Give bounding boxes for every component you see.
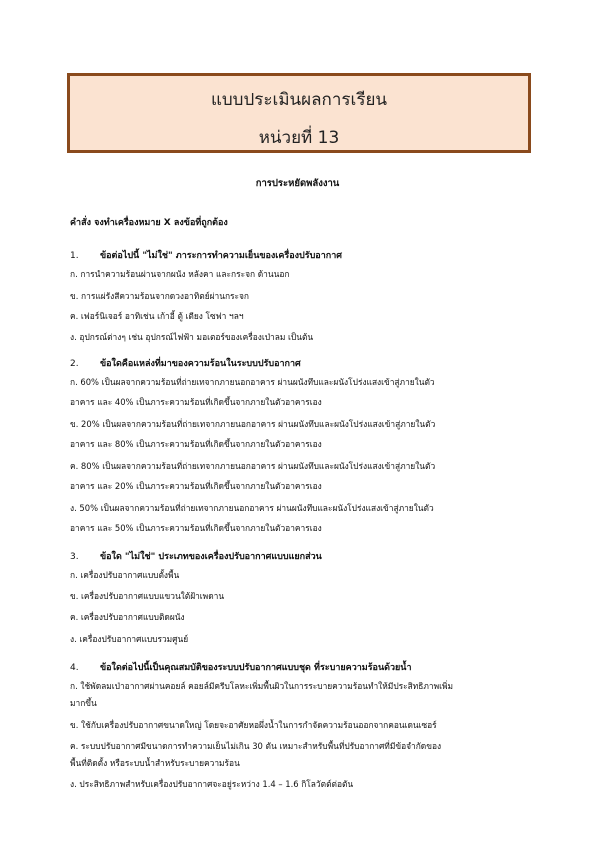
option-line[interactable]: ค. เฟอร์นิเจอร์ อาทิเช่น เก้าอี้ ตู้ เตียง โซฟา ฯลฯ bbox=[70, 311, 244, 321]
option-line[interactable]: ข. การแผ่รังสีความร้อนจากดวงอาทิตย์ผ่านกระจก bbox=[70, 291, 249, 301]
option-line-continuation: อาคาร และ 20% เป็นภาระความร้อนที่เกิดขึ้นจากภายในตัวอาคารเอง bbox=[70, 481, 322, 491]
question-1 bbox=[70, 248, 342, 262]
instruction-text: คำสั่ง จงทำเครื่องหมาย X ลงข้อที่ถูกต้อง bbox=[70, 218, 228, 228]
option-line[interactable]: ค. 80% เป็นผลจากความร้อนที่ถ่ายเทจากภายนอกอาคาร ผ่านผนังทึบและผนังโปร่งแสงเข้าสู่ภายในตัว bbox=[70, 461, 436, 471]
option-line-continuation: อาคาร และ 40% เป็นภาระความร้อนที่เกิดขึ้นจากภายในตัวอาคารเอง bbox=[70, 397, 322, 407]
option-line[interactable]: ง. อุปกรณ์ต่างๆ เช่น อุปกรณ์ไฟฟ้า มอเตอร์ของเครื่องเป่าลม เป็นต้น bbox=[70, 332, 314, 342]
question-number: 3. bbox=[70, 552, 79, 562]
option-line[interactable]: ก. เครื่องปรับอากาศแบบตั้งพื้น bbox=[70, 570, 180, 580]
title-box bbox=[67, 73, 531, 153]
option-line[interactable]: ง. เครื่องปรับอากาศแบบรวมศูนย์ bbox=[70, 634, 189, 644]
question-number: 4. bbox=[70, 663, 79, 673]
question-text: ข้อใด "ไม่ใช่" ประเภทของเครื่องปรับอากาศแบบแยกส่วน bbox=[100, 552, 322, 562]
question-number: 2. bbox=[70, 359, 79, 369]
option-line-continuation: พื้นที่ติดตั้ง หรือระบบน้ำสำหรับระบายความร้อน bbox=[70, 758, 240, 768]
question-text: ข้อใดต่อไปนี้เป็นคุณสมบัติของระบบปรับอากาศแบบชุด ที่ระบายความร้อนด้วยน้ำ bbox=[100, 663, 412, 673]
option-line[interactable]: ข. ใช้กับเครื่องปรับอากาศขนาดใหญ่ โดยจะอาศัยหอผึ่งน้ำในการกำจัดความร้อนออกจากคอนเดนเซอร์ bbox=[70, 720, 437, 730]
question-4 bbox=[70, 660, 412, 674]
page-title: แบบประเมินผลการเรียน bbox=[210, 90, 388, 110]
option-line[interactable]: ค. เครื่องปรับอากาศแบบติดผนัง bbox=[70, 612, 185, 622]
option-line[interactable]: ค. ระบบปรับอากาศมีขนาดการทำความเย็นไม่เกิน 30 ตัน เหมาะสำหรับพื้นที่ปรับอากาศที่มีข้อจำกัดของ bbox=[70, 741, 442, 751]
question-number: 1. bbox=[70, 251, 79, 261]
option-line-continuation: อาคาร และ 80% เป็นภาระความร้อนที่เกิดขึ้นจากภายในตัวอาคารเอง bbox=[70, 439, 322, 449]
question-text: ข้อใดคือแหล่งที่มาของความร้อนในระบบปรับอากาศ bbox=[100, 359, 301, 369]
unit-label: หน่วยที่ 13 bbox=[258, 128, 340, 148]
topic-heading: การประหยัดพลังงาน bbox=[255, 178, 340, 189]
option-line[interactable]: ก. ใช้พัดลมเป่าอากาศผ่านคอยล์ คอยล์มีครีบโลหะเพิ่มพื้นผิวในการระบายความร้อนทำให้มีประสิทธิภาพเพิ่ม bbox=[70, 681, 454, 691]
question-3 bbox=[70, 549, 322, 563]
option-line[interactable]: ข. เครื่องปรับอากาศแบบแขวนใต้ฝ้าเพดาน bbox=[70, 591, 225, 601]
option-line[interactable]: ง. ประสิทธิภาพสำหรับเครื่องปรับอากาศจะอยู่ระหว่าง 1.4 – 1.6 กิโลวัตต์ต่อตัน bbox=[70, 779, 354, 789]
option-line-continuation: มากขึ้น bbox=[70, 698, 97, 708]
option-line[interactable]: ง. 50% เป็นผลจากความร้อนที่ถ่ายเทจากภายนอกอาคาร ผ่านผนังทึบและผนังโปร่งแสงเข้าสู่ภายในตัว bbox=[70, 503, 434, 513]
option-line[interactable]: ก. 60% เป็นผลจากความร้อนที่ถ่ายเทจากภายนอกอาคาร ผ่านผนังทึบและผนังโปร่งแสงเข้าสู่ภายในตัว bbox=[70, 377, 435, 387]
question-text: ข้อต่อไปนี้ "ไม่ใช่" ภาระการทำความเย็นของเครื่องปรับอากาศ bbox=[100, 251, 342, 261]
option-line[interactable]: ก. การนำความร้อนผ่านจากผนัง หลังคา และกระจก ด้านนอก bbox=[70, 269, 290, 279]
option-line[interactable]: ข. 20% เป็นผลจากความร้อนที่ถ่ายเทจากภายนอกอาคาร ผ่านผนังทึบและผนังโปร่งแสงเข้าสู่ภายในตัว bbox=[70, 419, 436, 429]
option-line-continuation: อาคาร และ 50% เป็นภาระความร้อนที่เกิดขึ้นจากภายในตัวอาคารเอง bbox=[70, 523, 322, 533]
question-2 bbox=[70, 356, 301, 370]
